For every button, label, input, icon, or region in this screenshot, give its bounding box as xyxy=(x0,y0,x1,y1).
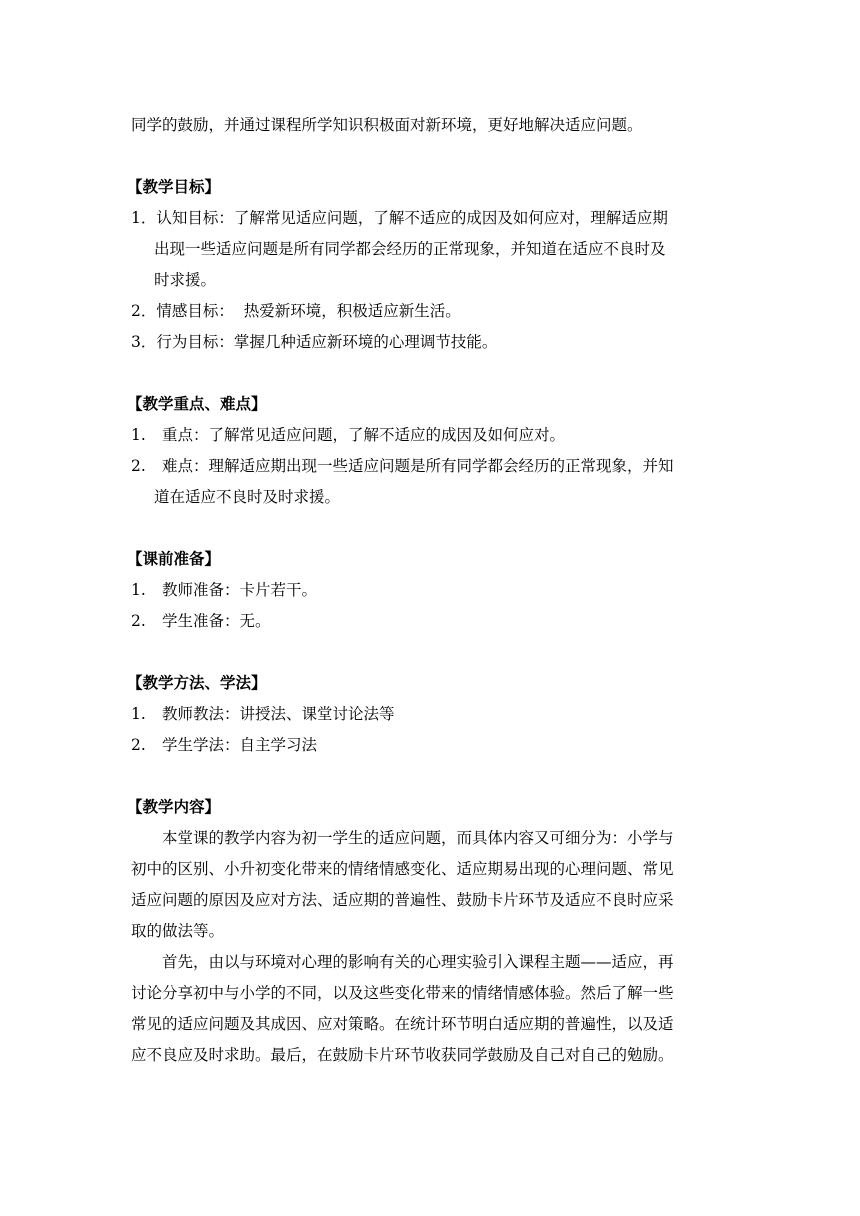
list-number: 2. xyxy=(131,612,146,630)
document-page xyxy=(127,110,731,1071)
paragraph-line: 常见的适应问题及其成因、应对策略。在统计环节明白适应期的普遍性，以及适 xyxy=(131,1015,674,1033)
section-heading-key-points: 【教学重点、难点】 xyxy=(127,395,267,413)
list-item-key-point-2 xyxy=(131,451,731,513)
section-heading-preparation: 【课前准备】 xyxy=(127,550,221,568)
list-number: 1. xyxy=(131,581,146,599)
list-number: 2. xyxy=(131,736,146,754)
list-item-objective-3 xyxy=(131,327,731,358)
content-paragraph-1 xyxy=(131,823,731,947)
paragraph-line: 初中的区别、小升初变化带来的情绪情感变化、适应期易出现的心理问题、常见 xyxy=(131,860,674,878)
list-text: 认知目标：了解常见适应问题，了解不适应的成因及如何应对，理解适应期 xyxy=(156,209,668,227)
list-text: 出现一些适应问题是所有同学都会经历的正常现象，并知道在适应不良时及 xyxy=(154,240,666,258)
list-number: 3． xyxy=(131,333,157,351)
list-text: 学生学法：自主学习法 xyxy=(162,736,318,754)
list-text: 教师准备：卡片若干。 xyxy=(162,581,318,599)
paragraph-line: 首先，由以与环境对心理的影响有关的心理实验引入课程主题——适应，再 xyxy=(162,953,674,971)
list-text: 道在适应不良时及时求援。 xyxy=(154,488,341,506)
list-item-objective-1 xyxy=(131,203,731,296)
list-item-key-point-1 xyxy=(131,420,731,451)
paragraph-line: 讨论分享初中与小学的不同，以及这些变化带来的情绪情感体验。然后了解一些 xyxy=(131,984,674,1002)
list-number: 2. xyxy=(131,457,146,475)
list-item-method-2 xyxy=(131,730,731,761)
paragraph-line: 取的做法等。 xyxy=(131,922,225,940)
list-number: 1. xyxy=(131,426,146,444)
list-item-objective-2 xyxy=(131,296,731,327)
list-text: 行为目标：掌握几种适应新环境的心理调节技能。 xyxy=(156,333,498,351)
list-number: 1. xyxy=(131,705,146,723)
list-text: 重点：了解常见适应问题，了解不适应的成因及如何应对。 xyxy=(162,426,566,444)
list-number: 2． xyxy=(131,302,157,320)
list-text: 教师教法：讲授法、课堂讨论法等 xyxy=(162,705,395,723)
list-item-method-1 xyxy=(131,699,731,730)
list-text: 学生准备：无。 xyxy=(162,612,271,630)
list-item-preparation-1 xyxy=(131,575,731,606)
list-item-preparation-2 xyxy=(131,606,731,637)
paragraph-line: 适应问题的原因及应对方法、适应期的普遍性、鼓励卡片环节及适应不良时应采 xyxy=(131,891,674,909)
list-text: 情感目标： 热爱新环境，积极适应新生活。 xyxy=(156,302,461,320)
list-text: 难点：理解适应期出现一些适应问题是所有同学都会经历的正常现象，并知 xyxy=(162,457,674,475)
intro-line: 同学的鼓励，并通过课程所学知识积极面对新环境，更好地解决适应问题。 xyxy=(131,116,643,134)
content-paragraph-2 xyxy=(131,947,731,1071)
section-heading-objectives: 【教学目标】 xyxy=(127,178,221,196)
list-text: 时求援。 xyxy=(154,271,217,289)
paragraph-line: 本堂课的教学内容为初一学生的适应问题，而具体内容又可细分为：小学与 xyxy=(162,829,674,847)
section-heading-content: 【教学内容】 xyxy=(127,798,221,816)
section-heading-methods: 【教学方法、学法】 xyxy=(127,674,267,692)
list-number: 1． xyxy=(131,209,157,227)
paragraph-line: 应不良应及时求助。最后，在鼓励卡片环节收获同学鼓励及自己对自己的勉励。 xyxy=(131,1046,674,1064)
